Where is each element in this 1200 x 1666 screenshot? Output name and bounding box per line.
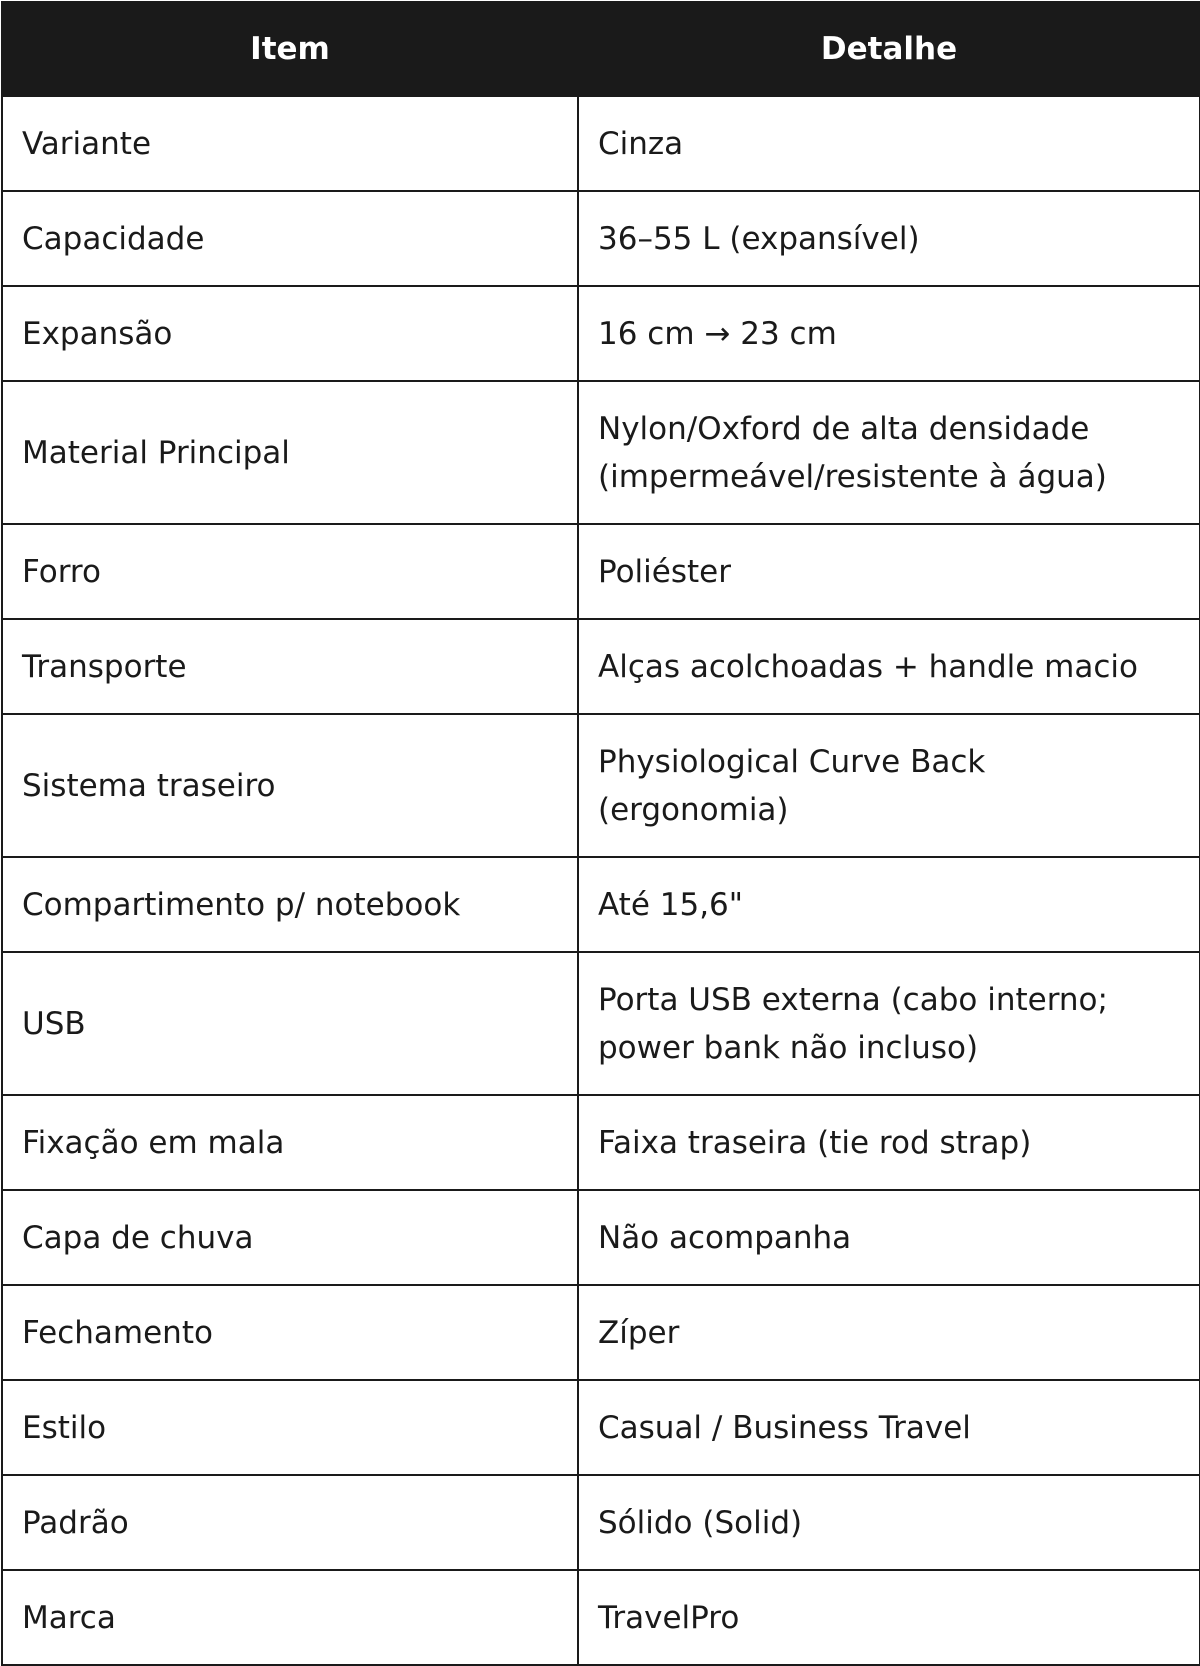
table-row xyxy=(2,857,1200,952)
detail-cell: Cinza xyxy=(578,96,1200,191)
item-cell: Fechamento xyxy=(2,1285,578,1380)
item-cell: Estilo xyxy=(2,1380,578,1475)
item-cell: Compartimento p/ notebook xyxy=(2,857,578,952)
item-cell: Transporte xyxy=(2,619,578,714)
detail-cell: Alças acolchoadas + handle macio xyxy=(578,619,1200,714)
detail-cell: Até 15,6" xyxy=(578,857,1200,952)
detail-cell: Poliéster xyxy=(578,524,1200,619)
table-row xyxy=(2,1285,1200,1380)
table-row xyxy=(2,1570,1200,1665)
table-row xyxy=(2,619,1200,714)
detail-cell: 16 cm → 23 cm xyxy=(578,286,1200,381)
detail-cell: Não acompanha xyxy=(578,1190,1200,1285)
item-cell: Padrão xyxy=(2,1475,578,1570)
detail-cell: 36–55 L (expansível) xyxy=(578,191,1200,286)
detail-cell: Sólido (Solid) xyxy=(578,1475,1200,1570)
column-header-item: Item xyxy=(2,2,578,96)
column-header-detail: Detalhe xyxy=(578,2,1200,96)
table-row xyxy=(2,714,1200,857)
detail-cell: Nylon/Oxford de alta densidade (impermeável/resistente à água) xyxy=(578,381,1200,524)
item-cell: Expansão xyxy=(2,286,578,381)
detail-cell: Physiological Curve Back (ergonomia) xyxy=(578,714,1200,857)
item-cell: Forro xyxy=(2,524,578,619)
table-row xyxy=(2,1380,1200,1475)
item-cell: Variante xyxy=(2,96,578,191)
table-row xyxy=(2,524,1200,619)
item-cell: Capa de chuva xyxy=(2,1190,578,1285)
spec-table xyxy=(1,1,1200,1666)
detail-cell: Faixa traseira (tie rod strap) xyxy=(578,1095,1200,1190)
item-cell: Sistema traseiro xyxy=(2,714,578,857)
item-cell: Fixação em mala xyxy=(2,1095,578,1190)
header-row xyxy=(2,2,1200,96)
item-cell: Capacidade xyxy=(2,191,578,286)
table-row xyxy=(2,191,1200,286)
table-row xyxy=(2,1475,1200,1570)
detail-cell: Casual / Business Travel xyxy=(578,1380,1200,1475)
table-row xyxy=(2,286,1200,381)
table-row xyxy=(2,96,1200,191)
item-cell: Marca xyxy=(2,1570,578,1665)
detail-cell: TravelPro xyxy=(578,1570,1200,1665)
table-row xyxy=(2,381,1200,524)
detail-cell: Porta USB externa (cabo interno; power bank não incluso) xyxy=(578,952,1200,1095)
item-cell: Material Principal xyxy=(2,381,578,524)
table-row xyxy=(2,952,1200,1095)
table-row xyxy=(2,1095,1200,1190)
table-header xyxy=(2,2,1200,96)
table-body xyxy=(2,96,1200,1665)
detail-cell: Zíper xyxy=(578,1285,1200,1380)
item-cell: USB xyxy=(2,952,578,1095)
table-row xyxy=(2,1190,1200,1285)
